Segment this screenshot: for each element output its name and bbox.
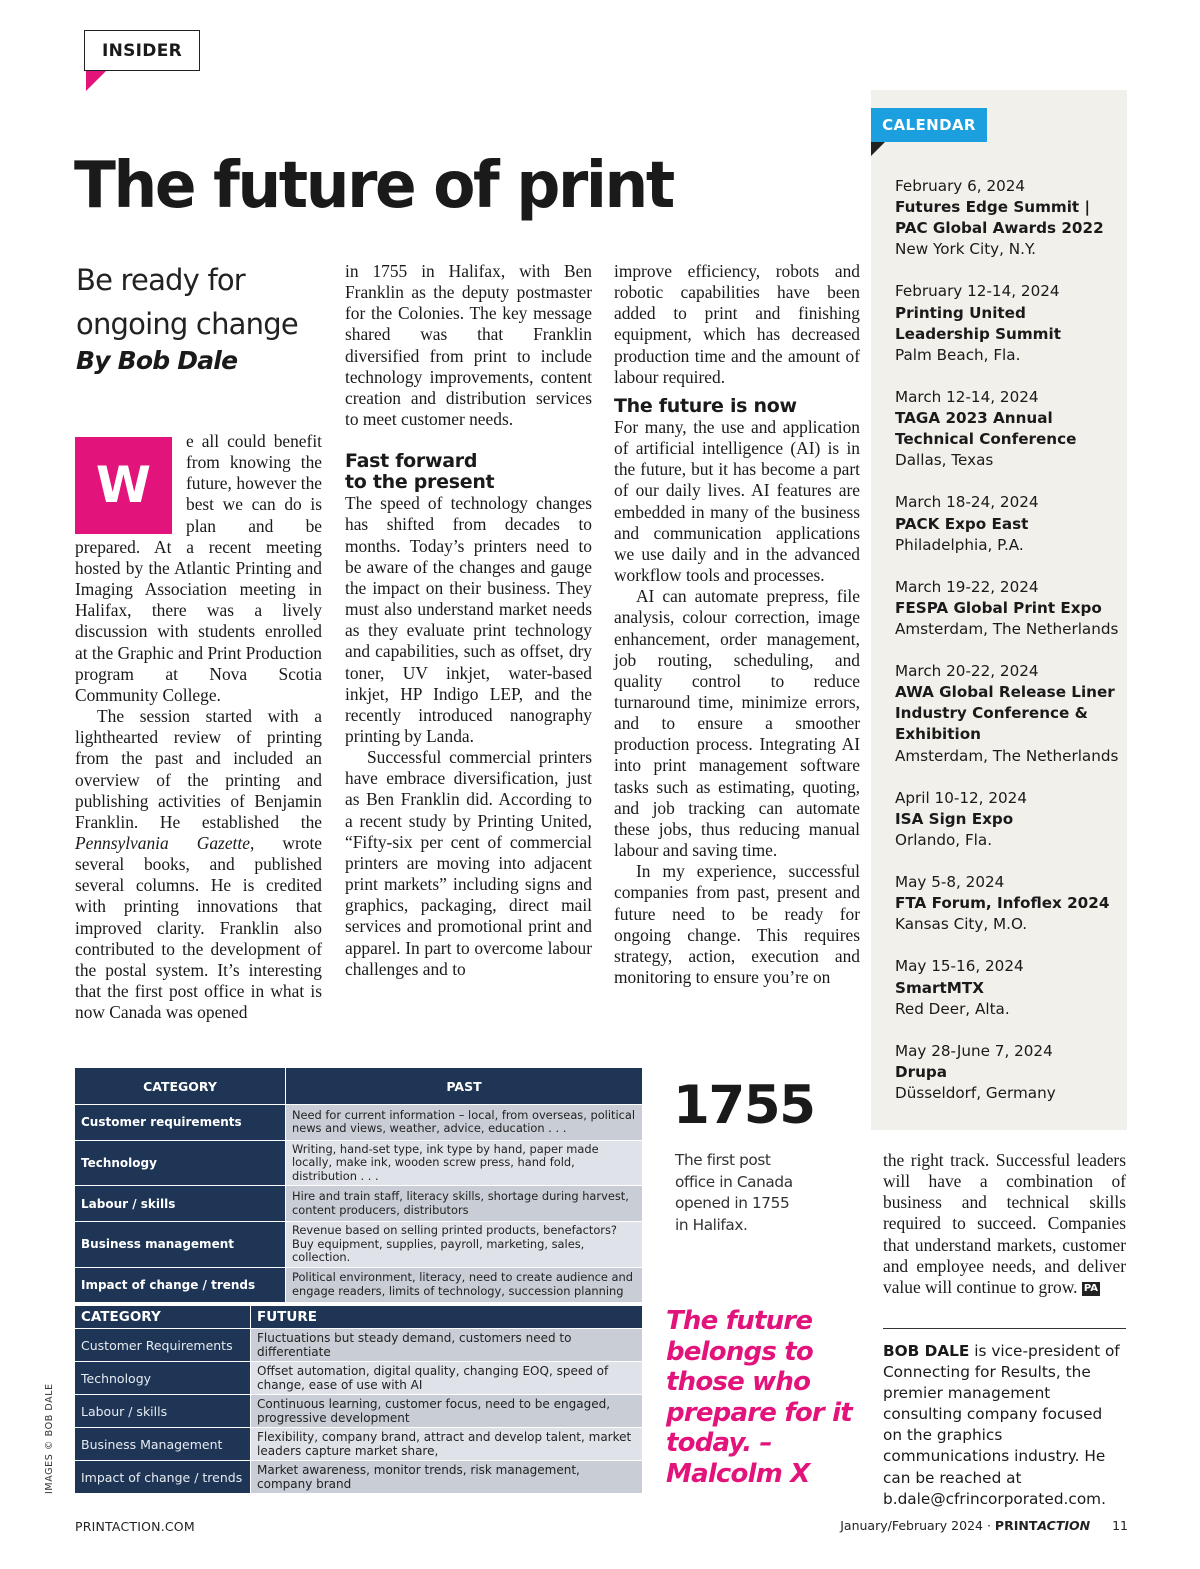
paragraph: Successful commercial printers have embrace diversification, just as Ben Franklin did. According to a recent study by Printing United, “Fifty-six per cent of commercial printers are moving into adjacent print markets” including signs and graphics, packaging, direct mail services and promotional print and apparel. In part to overcome labour challenges and to bbox=[345, 747, 592, 979]
author-bio: BOB DALE is vice-president of Connecting for Results, the premier management consulting company focused on the graphics communications industry. He can be reached at b.dale@cfrincorporated.com. bbox=[883, 1342, 1120, 1508]
table-row bbox=[75, 1140, 643, 1186]
future-table bbox=[74, 1305, 643, 1494]
publication-name: Pennsylvania Gazette bbox=[75, 832, 250, 853]
section-tag: INSIDER bbox=[84, 30, 200, 71]
event-place: Amsterdam, The Netherlands bbox=[895, 746, 1119, 765]
event-name: SmartMTX bbox=[895, 978, 984, 997]
drop-cap: W bbox=[75, 437, 172, 534]
description-cell: Continuous learning, customer focus, need to be engaged, progressive development bbox=[251, 1395, 643, 1428]
event-place: Dallas, Texas bbox=[895, 451, 994, 470]
event-place: Red Deer, Alta. bbox=[895, 999, 1010, 1018]
event-place: Orlando, Fla. bbox=[895, 830, 993, 849]
category-cell: Labour / skills bbox=[75, 1395, 251, 1428]
table-header: FUTURE bbox=[251, 1306, 643, 1329]
author-name: BOB DALE bbox=[883, 1342, 970, 1360]
event-place: Palm Beach, Fla. bbox=[895, 345, 1021, 364]
table-row bbox=[75, 1186, 643, 1222]
paragraph: W e all could benefit from knowing the future, however the best we can do is plan and be prepared. At a recent meeting hosted by the Atlantic Printing and Imaging Association meeting in Halifax, there was a lively discussion with students enrolled at the Graphic and Print Production program at Nova Scotia Community College. bbox=[75, 431, 322, 705]
footer-issue: January/February 2024 · PRINTACTION 11 bbox=[840, 1518, 1128, 1533]
table-row bbox=[75, 1329, 643, 1362]
article-subhead: Be ready for ongoing change bbox=[76, 263, 298, 341]
description-cell: Market awareness, monitor trends, risk management, company brand bbox=[251, 1461, 643, 1494]
paragraph: For many, the use and application of artificial intelligence (AI) is in the future, but it has become a part of our daily lives. AI features are embedded in many of the business and communication applications we use daily and in the advanced workflow tools and processes. bbox=[614, 416, 860, 586]
event-name: AWA Global Release Liner Industry Conference & Exhibition bbox=[895, 683, 1115, 744]
calendar-tab: CALENDAR bbox=[871, 108, 987, 142]
category-cell: Customer requirements bbox=[75, 1105, 286, 1141]
event-date: February 12-14, 2024 bbox=[895, 282, 1060, 301]
event-date: February 6, 2024 bbox=[895, 177, 1026, 195]
description-cell: Need for current information – local, from overseas, political news and views, weather, advice, education . . . bbox=[286, 1105, 643, 1141]
description-cell: Fluctuations but steady demand, customers need to differentiate bbox=[251, 1329, 643, 1362]
table-row bbox=[75, 1105, 643, 1141]
event-place: Philadelphia, P.A. bbox=[895, 535, 1024, 554]
category-cell: Impact of change / trends bbox=[75, 1461, 251, 1494]
event-place: Kansas City, M.O. bbox=[895, 915, 1028, 934]
category-cell: Technology bbox=[75, 1140, 286, 1186]
article-title: The future of print bbox=[74, 149, 673, 223]
body-column-2 bbox=[345, 261, 592, 980]
description-cell: Revenue based on selling printed products, benefactors? Buy equipment, supplies, payroll, marketing, sales, collection. bbox=[286, 1222, 643, 1268]
calendar-event bbox=[895, 281, 1123, 365]
calendar-event bbox=[895, 492, 1123, 555]
event-name: Futures Edge Summit | PAC Global Awards 2022 bbox=[895, 198, 1104, 238]
event-date: March 19-22, 2024 bbox=[895, 577, 1039, 596]
event-date: May 15-16, 2024 bbox=[895, 957, 1024, 976]
calendar-event bbox=[895, 661, 1123, 766]
table-row bbox=[75, 1362, 643, 1395]
description-cell: Political environment, literacy, need to create audience and engage readers, limits of technology, succession planning bbox=[286, 1267, 643, 1303]
event-date: May 28-June 7, 2024 bbox=[895, 1041, 1053, 1060]
calendar-event-list bbox=[895, 176, 1123, 1125]
event-date: March 18-24, 2024 bbox=[895, 493, 1039, 512]
category-cell: Business management bbox=[75, 1222, 286, 1268]
event-name: FESPA Global Print Expo bbox=[895, 598, 1102, 617]
calendar-event bbox=[895, 872, 1123, 935]
article-byline: By Bob Dale bbox=[76, 346, 238, 375]
category-cell: Labour / skills bbox=[75, 1186, 286, 1222]
table-row bbox=[75, 1395, 643, 1428]
event-name: FTA Forum, Infoflex 2024 bbox=[895, 894, 1110, 913]
pull-quote: The future belongs to those who prepare for it today. – Malcolm X bbox=[666, 1306, 852, 1489]
category-cell: Customer Requirements bbox=[75, 1329, 251, 1362]
paragraph: AI can automate prepress, file analysis, colour correction, image enhancement, order management, job routing, scheduling, and quality control to reduce turnaround time, minimize errors, and to ensure a smoother production process. Integrating AI into print management software tasks such as estimating, quoting, and job tracking can automate these jobs, thus reducing manual labour and saving time. bbox=[614, 586, 860, 861]
event-place: Amsterdam, The Netherlands bbox=[895, 619, 1119, 638]
stat-number: 1755 bbox=[673, 1075, 815, 1136]
table-row bbox=[75, 1267, 643, 1303]
event-date: May 5-8, 2024 bbox=[895, 873, 1005, 892]
event-name: TAGA 2023 Annual Technical Conference bbox=[895, 409, 1077, 449]
event-date: March 20-22, 2024 bbox=[895, 662, 1039, 681]
body-column-3 bbox=[614, 261, 860, 988]
description-cell: Hire and train staff, literacy skills, shortage during harvest, content producers, distributors bbox=[286, 1186, 643, 1222]
event-place: Düsseldorf, Germany bbox=[895, 1084, 1056, 1103]
category-cell: Technology bbox=[75, 1362, 251, 1395]
calendar-event bbox=[895, 1041, 1123, 1104]
past-table bbox=[74, 1067, 643, 1303]
paragraph: the right track. Successful leaders will have a combination of business and technical skills required to succeed. Companies that understand markets, customer and employee needs, and deliver value will continue to grow. PA bbox=[883, 1150, 1126, 1297]
footer-website: PRINTACTION.COM bbox=[75, 1519, 195, 1534]
section-heading: Fast forward to the present bbox=[345, 450, 495, 494]
body-column-4 bbox=[883, 1150, 1126, 1298]
calendar-event bbox=[895, 956, 1123, 1019]
calendar-tab-marker bbox=[871, 142, 885, 156]
description-cell: Flexibility, company brand, attract and develop talent, market leaders capture market share, bbox=[251, 1428, 643, 1461]
category-cell: Impact of change / trends bbox=[75, 1267, 286, 1303]
calendar-event bbox=[895, 577, 1123, 640]
table-row bbox=[75, 1428, 643, 1461]
paragraph: The speed of technology changes has shifted from decades to months. Today’s printers need to be aware of the changes and gauge the impact on their business. They must also understand market needs as they evaluate print technology and capabilities, such as offset, dry toner, UV inkjet, water-based inkjet, HP Indigo LEP, and the recently introduced nanography printing by Landa. bbox=[345, 493, 592, 746]
publication-logo: PRINTACTION bbox=[994, 1518, 1091, 1533]
stat-caption: The first post office in Canada opened in 1755 in Halifax. bbox=[675, 1151, 793, 1234]
description-cell: Offset automation, digital quality, changing EOQ, speed of change, ease of use with AI bbox=[251, 1362, 643, 1395]
paragraph: improve efficiency, robots and robotic capabilities have been added to print and finishing equipment, which has decreased production time and the amount of labour required. bbox=[614, 261, 860, 387]
description-cell: Writing, hand-set type, ink type by hand, paper made locally, make ink, wooden screw press, hand fold, distribution . . . bbox=[286, 1140, 643, 1186]
calendar-event bbox=[895, 176, 1123, 260]
event-name: Drupa bbox=[895, 1062, 948, 1081]
page-number: 11 bbox=[1112, 1518, 1128, 1533]
table-header: CATEGORY bbox=[75, 1306, 251, 1329]
body-column-1 bbox=[75, 431, 322, 1023]
event-name: ISA Sign Expo bbox=[895, 809, 1014, 828]
category-cell: Business Management bbox=[75, 1428, 251, 1461]
section-tag-marker bbox=[86, 71, 106, 91]
end-mark-badge: PA bbox=[1083, 1282, 1098, 1294]
event-name: Printing United Leadership Summit bbox=[895, 303, 1061, 343]
paragraph: In my experience, successful companies from past, present and future need to be ready for ongoing change. This requires strategy, action, execution and monitoring to ensure you’re on bbox=[614, 861, 860, 987]
calendar-event bbox=[895, 387, 1123, 471]
calendar-event bbox=[895, 788, 1123, 851]
event-date: April 10-12, 2024 bbox=[895, 788, 1027, 807]
paragraph: in 1755 in Halifax, with Ben Franklin as the deputy postmaster for the Colonies. The key message shared was that Franklin diversified from print to include technology improvements, content creation and distribution services to meet customer needs. bbox=[345, 261, 592, 430]
event-date: March 12-14, 2024 bbox=[895, 387, 1039, 406]
event-place: New York City, N.Y. bbox=[895, 240, 1037, 259]
event-name: PACK Expo East bbox=[895, 514, 1029, 533]
table-row bbox=[75, 1461, 643, 1494]
section-heading: The future is now bbox=[614, 394, 797, 417]
image-credit: IMAGES © BOB DALE bbox=[44, 1383, 55, 1494]
table-header: CATEGORY bbox=[75, 1068, 286, 1105]
table-header: PAST bbox=[286, 1068, 643, 1105]
bio-divider bbox=[883, 1328, 1126, 1329]
paragraph: The session started with a lighthearted review of printing from the past and included an overview of the printing and publishing activities of Benjamin Franklin. He established the Pennsylvania Gazette, wrote several books, and published several columns. He is credited with printing innovations that improved clarity. Franklin also contributed to the development of the postal system. It’s interesting that the first post office in what is now Canada was opened bbox=[75, 706, 322, 1023]
table-row bbox=[75, 1222, 643, 1268]
